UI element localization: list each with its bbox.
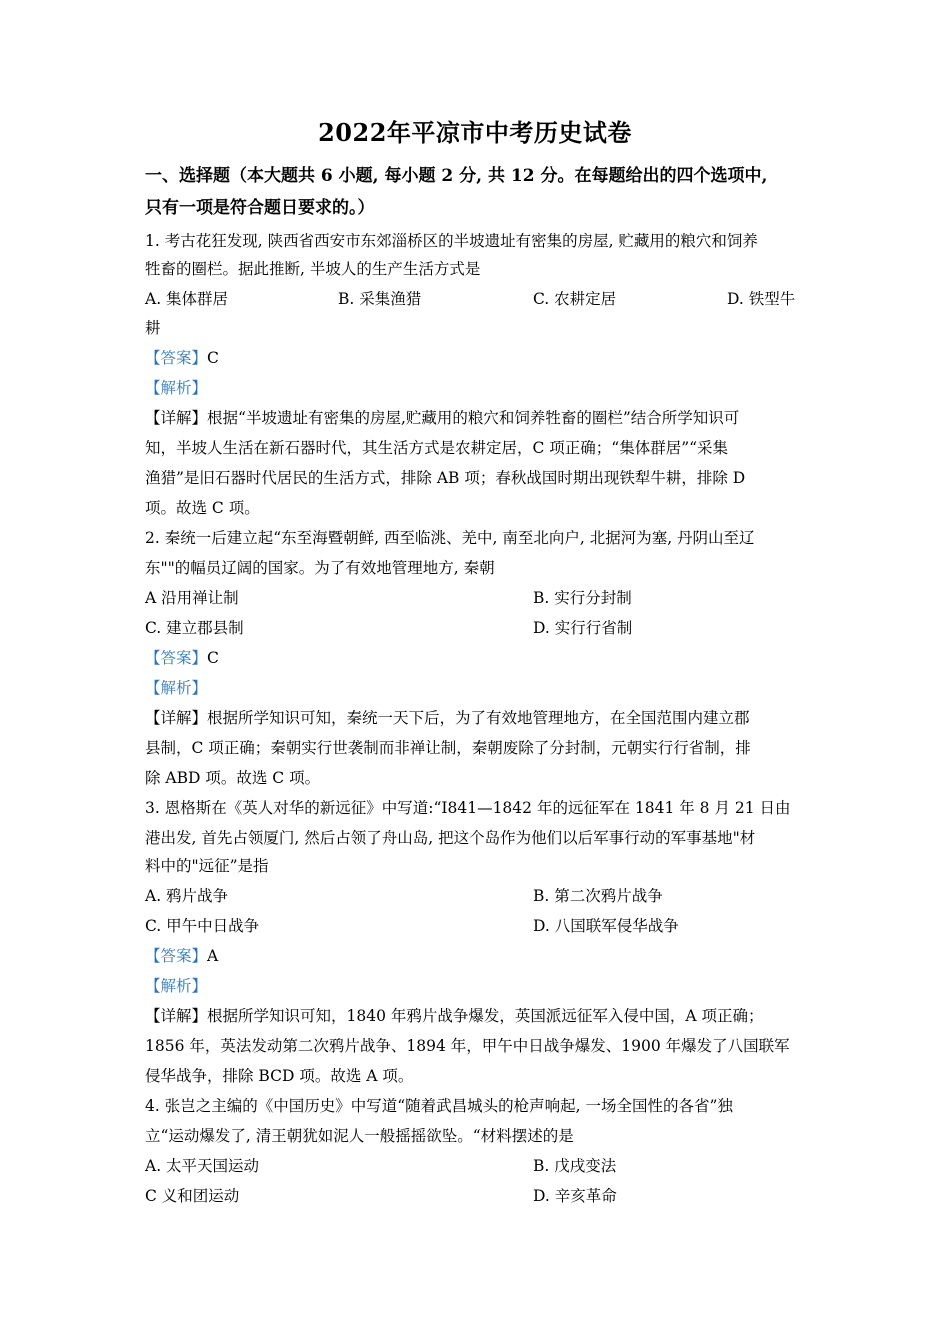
- q3-stem-line-3: 料中的"远征”是指: [145, 857, 269, 875]
- q2-stem-line-2: 东""的幅员辽阔的国家。为了有效地管理地方, 秦朝: [145, 559, 495, 577]
- detail-text: 根据所学知识可知，秦统一天下后，为了有效地管理地方，在全国范围内建立郡: [207, 709, 750, 727]
- section-heading-line-1: 一、选择题（本大题共 6 小题, 每小题 2 分, 共 12 分。在每题给出的四个选项中,: [145, 166, 768, 186]
- q3-detail-line-2: 1856 年，英法发动第二次鸦片战争、1894 年，甲午中日战争爆发、1900 年爆发了八国联军: [145, 1037, 790, 1055]
- q1-analysis-tag: 【解析】: [145, 379, 208, 397]
- q2-analysis-tag: 【解析】: [145, 679, 208, 697]
- answer-tag: 【答案】: [145, 649, 208, 667]
- q4-option-a: A. 太平天国运动: [145, 1157, 260, 1175]
- q3-detail-line-1: [145, 1006, 764, 1026]
- q3-option-a: A. 鸦片战争: [145, 887, 229, 905]
- q1-detail-line-4: 项。故选 C 项。: [145, 499, 260, 517]
- answer-tag: 【答案】: [145, 947, 208, 965]
- q1-option-d-wrap: 耕: [145, 319, 161, 337]
- q1-option-c: C. 农耕定居: [533, 290, 617, 308]
- answer-value: C: [207, 349, 219, 367]
- q3-option-c: C. 甲午中日战争: [145, 917, 260, 935]
- q1-stem-line-2: 牲畜的圈栏。据此推断, 半坡人的生产生活方式是: [145, 260, 481, 278]
- q3-option-d: D. 八国联军侵华战争: [533, 917, 679, 935]
- q1-stem-line-1: 1. 考古花狂发现, 陕西省西安市东郊淄桥区的半坡遗址有密集的房屋, 贮藏用的粮穴和饲养: [145, 232, 758, 250]
- q2-option-b: B. 实行分封制: [533, 589, 632, 607]
- q1-detail-line-2: 知，半坡人生活在新石器时代，其生活方式是农耕定居，C 项正确；“集体群居”“采集: [145, 439, 729, 457]
- detail-text: 根据所学知识可知，1840 年鸦片战争爆发，英国派远征军入侵中国，A 项正确；: [207, 1007, 764, 1025]
- q4-option-b: B. 戊戌变法: [533, 1157, 617, 1175]
- q1-answer: [145, 348, 219, 368]
- q2-option-d: D. 实行行省制: [533, 619, 633, 637]
- q2-answer: [145, 648, 219, 668]
- answer-value: C: [207, 649, 219, 667]
- q1-detail-line-3: 渔猎”是旧石器时代居民的生活方式，排除 AB 项；春秋战国时期出现铁犁牛耕，排除 D: [145, 469, 746, 487]
- q1-option-b: B. 采集渔猎: [338, 290, 422, 308]
- q3-stem-line-1: 3. 恩格斯在《英人对华的新远征》中写道:“I841—1842 年的远征军在 1841 年 8 月 21 日由: [145, 799, 791, 817]
- q1-option-a: A. 集体群居: [145, 290, 229, 308]
- q2-detail-line-1: [145, 708, 750, 728]
- q3-answer: [145, 946, 218, 966]
- q2-detail-line-2: 县制，C 项正确；秦朝实行世袭制而非禅让制，秦朝废除了分封制，元朝实行行省制，排: [145, 739, 751, 757]
- q3-analysis-tag: 【解析】: [145, 977, 208, 995]
- q2-stem-line-1: 2. 秦统一后建立起“东至海暨朝鲜, 西至临洮、羌中, 南至北向户, 北据河为塞, 丹阴山至辽: [145, 529, 755, 547]
- q3-option-b: B. 第二次鸦片战争: [533, 887, 663, 905]
- detail-tag: 【详解】: [145, 409, 208, 427]
- q4-stem-line-1: 4. 张岂之主编的《中国历史》中写道“随着武昌城头的枪声响起, 一场全国性的各省”独: [145, 1097, 733, 1115]
- q4-option-d: D. 辛亥革命: [533, 1187, 617, 1205]
- section-heading-line-2: 只有一项是符合题日要求的。）: [145, 198, 375, 218]
- q3-detail-line-3: 侵华战争，排除 BCD 项。故选 A 项。: [145, 1067, 414, 1085]
- q2-option-a: A 沿用禅让制: [145, 589, 239, 607]
- q1-detail-line-1: [145, 408, 739, 428]
- answer-tag: 【答案】: [145, 349, 208, 367]
- detail-text: 根据“半坡遗址有密集的房屋,贮藏用的粮穴和饲养牲畜的圈栏”结合所学知识可: [207, 409, 740, 427]
- q2-detail-line-3: 除 ABD 项。故选 C 项。: [145, 769, 321, 787]
- detail-tag: 【详解】: [145, 1007, 208, 1025]
- answer-value: A: [207, 947, 219, 965]
- q4-option-c: C 义和团运动: [145, 1187, 240, 1205]
- page-title: 2022年平凉市中考历史试卷: [318, 118, 632, 147]
- q3-stem-line-2: 港出发, 首先占领厦门, 然后占领了舟山岛, 把这个岛作为他们以后军事行动的军事基地"材: [145, 829, 756, 847]
- detail-tag: 【详解】: [145, 709, 208, 727]
- q1-option-d: D. 铁型牛: [727, 290, 796, 308]
- q2-option-c: C. 建立郡县制: [145, 619, 244, 637]
- q4-stem-line-2: 立“运动爆发了, 清王朝犹如泥人一般摇摇欲坠。“材料摆述的是: [145, 1127, 574, 1145]
